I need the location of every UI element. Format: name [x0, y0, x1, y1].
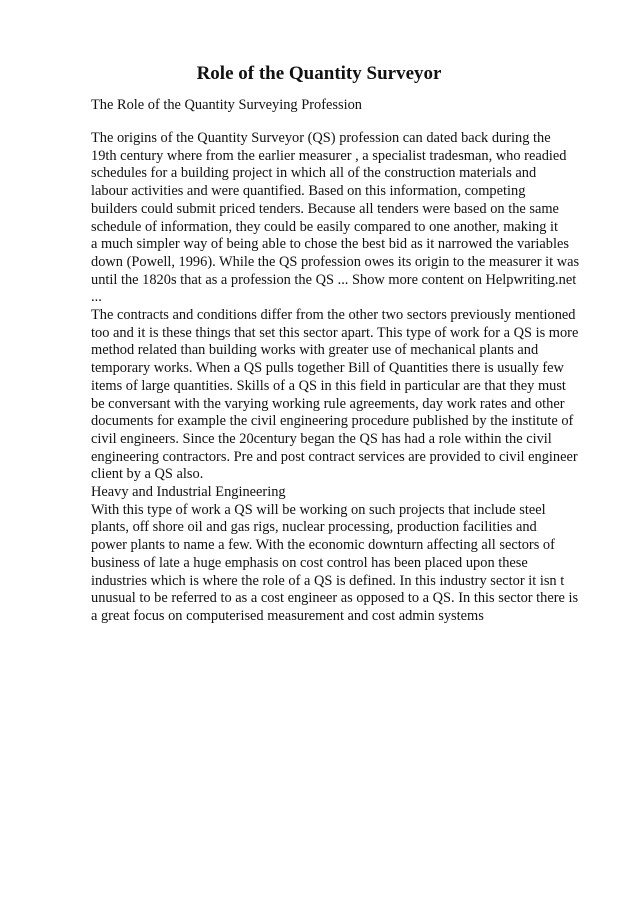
- text-line: method related than building works with greater use of mechanical plants and: [91, 342, 539, 359]
- text-line: With this type of work a QS will be working on such projects that include steel: [91, 501, 546, 518]
- text-line: civil engineers. Since the 20century began the QS has had a role within the civil: [91, 430, 552, 447]
- text-line: until the 1820s that as a profession the QS ... Show more content on Helpwriting.net: [91, 271, 577, 288]
- text-line: schedule of information, they could be easily compared to one another, making it: [91, 218, 558, 235]
- text-line: The contracts and conditions differ from the other two sectors previously mentioned: [91, 307, 576, 324]
- text-line: be conversant with the varying working rule agreements, day work rates and other: [91, 395, 565, 412]
- text-line: engineering contractors. Pre and post contract services are provided to civil engineer: [91, 448, 578, 465]
- text-line: The origins of the Quantity Surveyor (QS) profession can dated back during the: [91, 130, 551, 146]
- text-line: industries which is where the role of a QS is defined. In this industry sector it isn t: [91, 572, 565, 589]
- text-line: builders could submit priced tenders. Because all tenders were based on the same: [91, 200, 559, 217]
- text-line: temporary works. When a QS pulls together Bill of Quantities there is usually few: [91, 360, 564, 377]
- text-line: labour activities and were quantified. Based on this information, competing: [91, 183, 526, 200]
- text-line: documents for example the civil engineering procedure published by the institute of: [91, 413, 574, 430]
- text-line: Heavy and Industrial Engineering: [91, 484, 286, 501]
- page-subtitle: The Role of the Quantity Surveying Profession: [91, 97, 362, 113]
- page-title: Role of the Quantity Surveyor: [196, 63, 442, 84]
- text-line: a much simpler way of being able to chose the best bid as it narrowed the variables: [91, 236, 569, 253]
- text-line: unusual to be referred to as a cost engineer as opposed to a QS. In this sector there is: [91, 590, 579, 607]
- text-line: items of large quantities. Skills of a QS in this field in particular are that they must: [91, 377, 566, 394]
- text-line: too and it is these things that set this sector apart. This type of work for a QS is more: [91, 324, 579, 341]
- text-line: a great focus on computerised measurement and cost admin systems: [91, 607, 484, 624]
- text-line: business of late a huge emphasis on cost control has been placed upon these: [91, 554, 528, 571]
- body-text: [91, 130, 591, 626]
- text-line: client by a QS also.: [91, 466, 204, 483]
- text-line: schedules for a building project in which all of the construction materials and: [91, 165, 537, 182]
- text-line: 19th century where from the earlier measurer , a specialist tradesman, who readied: [91, 147, 567, 164]
- text-line: down (Powell, 1996). While the QS profession owes its origin to the measurer it was: [91, 253, 580, 270]
- text-line: ...: [91, 289, 102, 306]
- text-line: power plants to name a few. With the economic downturn affecting all sectors of: [91, 537, 555, 554]
- text-line: plants, off shore oil and gas rigs, nuclear processing, production facilities and: [91, 519, 537, 536]
